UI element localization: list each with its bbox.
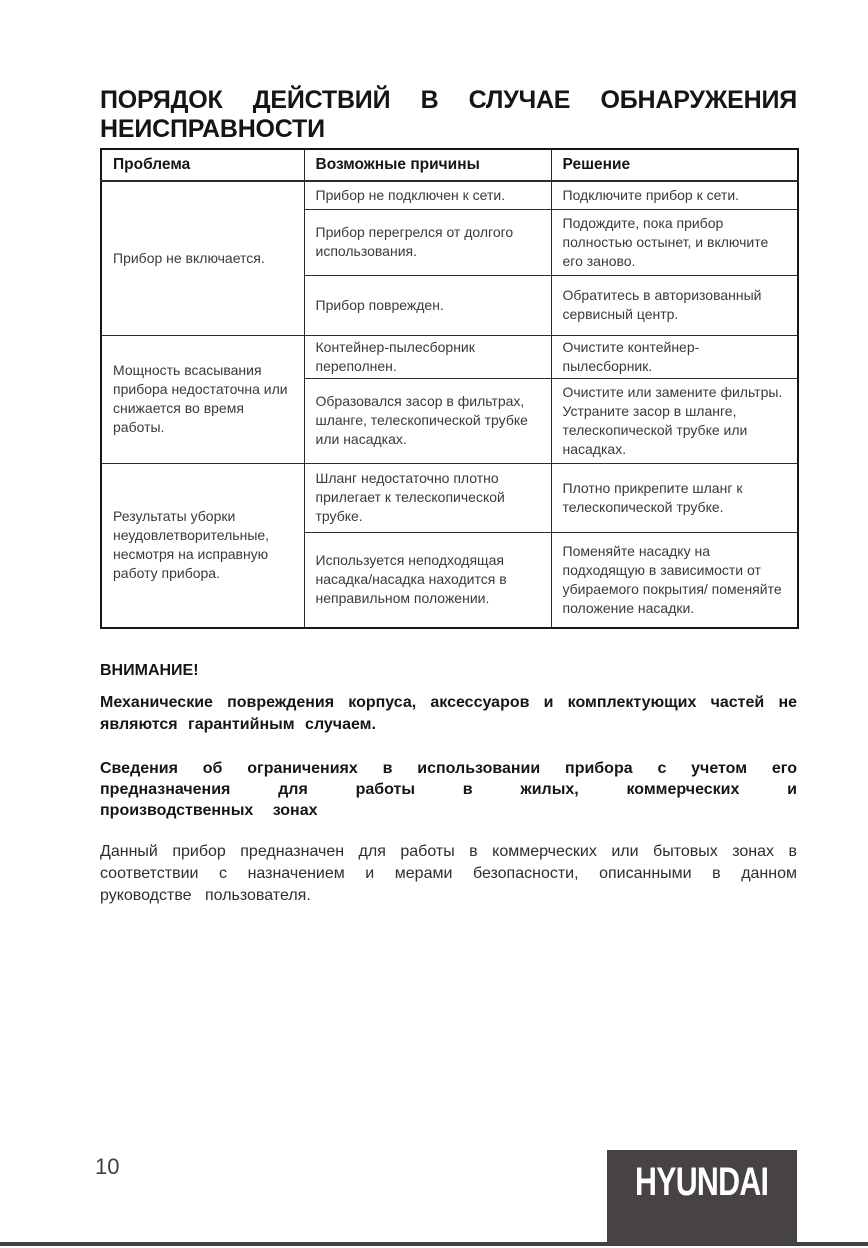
cell-cause: Прибор не подключен к сети. xyxy=(304,181,551,209)
page-number: 10 xyxy=(95,1154,120,1179)
brand-logo-text: HYUNDAI xyxy=(635,1160,769,1204)
cell-solution: Поменяйте насадку на подходящую в зависимости от убираемого покрытия/ поменяйте положение насадки. xyxy=(551,532,798,628)
attention-heading: ВНИМАНИЕ! xyxy=(100,662,199,679)
table-row xyxy=(101,181,798,209)
cell-solution: Подождите, пока прибор полностью остынет, и включите его заново. xyxy=(551,209,798,275)
page-bottom-edge xyxy=(0,1242,868,1246)
cell-cause: Прибор перегрелся от долгого использования. xyxy=(304,209,551,275)
cell-solution: Очистите или замените фильтры. Устраните засор в шланге, телескопической трубке или насадках. xyxy=(551,378,798,463)
cell-problem: Прибор не включается. xyxy=(101,181,304,335)
attention-text: Механические повреждения корпуса, аксессуаров и комплектующих частей не являются гарантийным случаем. xyxy=(100,694,797,733)
table-row xyxy=(101,335,798,378)
cell-cause: Прибор поврежден. xyxy=(304,275,551,335)
brand-logo xyxy=(607,1150,797,1242)
cell-solution: Обратитесь в авторизованный сервисный центр. xyxy=(551,275,798,335)
cell-cause: Контейнер-пылесборник переполнен. xyxy=(304,335,551,378)
restrictions-heading: Сведения об ограничениях в использовании прибора с учетом его предназначения для работы в жилых, коммерческих и производственных зонах xyxy=(100,760,797,819)
cell-cause: Используется неподходящая насадка/насадка находится в неправильном положении. xyxy=(304,532,551,628)
cell-cause: Шланг недостаточно плотно прилегает к телескопической трубке. xyxy=(304,463,551,532)
restrictions-text: Данный прибор предназначен для работы в коммерческих или бытовых зонах в соответствии с назначением и мерами безопасности, описанными в данном руководстве пользователя. xyxy=(100,843,797,904)
cell-solution: Подключите прибор к сети. xyxy=(551,181,798,209)
table-header-row xyxy=(101,149,798,181)
col-header-problem: Проблема xyxy=(101,149,304,181)
troubleshooting-table xyxy=(100,148,799,629)
page-title: ПОРЯДОК ДЕЙСТВИЙ В СЛУЧАЕ ОБНАРУЖЕНИЯ НЕИСПРАВНОСТИ xyxy=(100,86,797,143)
cell-solution: Очистите контейнер-пылесборник. xyxy=(551,335,798,378)
cell-solution: Плотно прикрепите шланг к телескопической трубке. xyxy=(551,463,798,532)
cell-cause: Образовался засор в фильтрах, шланге, телескопической трубке или насадках. xyxy=(304,378,551,463)
cell-problem: Мощность всасывания прибора недостаточна или снижается во время работы. xyxy=(101,335,304,463)
cell-problem: Результаты уборки неудовлетворительные, несмотря на исправную работу прибора. xyxy=(101,463,304,628)
col-header-causes: Возможные причины xyxy=(304,149,551,181)
col-header-solution: Решение xyxy=(551,149,798,181)
page-content xyxy=(100,148,797,907)
table-row xyxy=(101,463,798,532)
